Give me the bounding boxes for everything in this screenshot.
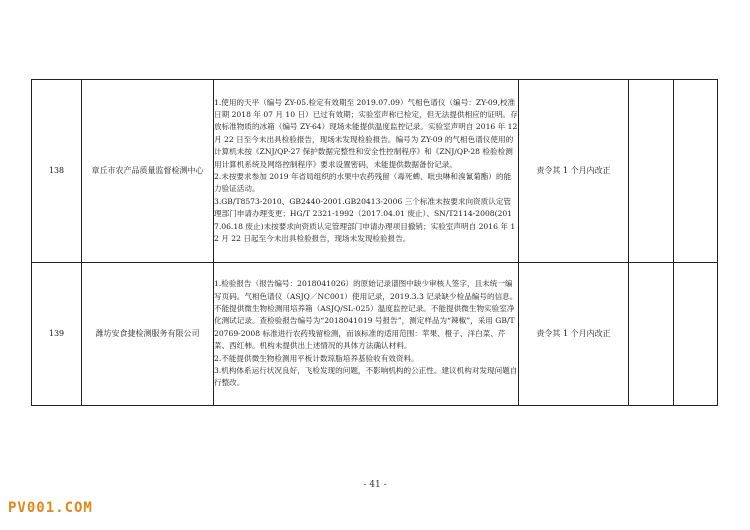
page-number: - 41 -: [363, 480, 387, 490]
issues-cell: [214, 263, 519, 406]
rectification-requirement: 责令其 1 个月内改正: [519, 263, 629, 406]
empty-cell: [629, 80, 674, 263]
issues-cell: [214, 80, 519, 263]
watermark-logo: PV001.COM: [8, 500, 93, 516]
issue-item: 3.GB/T8573-2010、GB2440-2001.GB20413-2006 三个标准未按要求向资质认定管理部门申请办理变更；HG/T 2321-1992（2017.04.01 废止）、SN/T2114-2008(2017.06.18 废止)未按要求向资质认定管理部门申请办理项目撤销；实验室声明自 2016 年 12 月 22 日起至今未出具检验报告，现场未发现检验报告。: [214, 196, 516, 244]
issue-item: 1.检验报告（报告编号：2018041026）的原始记录谱图中缺少审核人签字，且未统一编写页码。气相色谱仪（ASJQ／NC001）使用记录，2019.3.3 记录缺少检品编号的信息。不能提供微生物检测用培养箱（ASJQ/SL-025）温度监控记录。不能提供微生物实验室净化测试记录。查检验报告编号为“2018041019 号报告”，测定样品为“辣椒”，采用 GB/T20769-2008 标准进行农药残留检测，而该标准的适用范围：苹果、橙子、洋白菜、芹菜、西红柿。机构未提供出上述情况的具体方法确认材料。: [214, 279, 518, 351]
empty-cell: [629, 263, 674, 406]
row-number: 138: [32, 80, 82, 263]
inspection-table: [31, 79, 718, 406]
organization-name: 潍坊安食捷检测服务有限公司: [82, 263, 214, 406]
rectification-requirement: 责令其 1 个月内改正: [519, 80, 629, 263]
issue-item: 1.使用的天平（编号 ZY-05.检定有效期至 2019.07.09）气相色谱仪（编号：ZY-09,校准日期 2018 年 07 月 10 日）已过有效期；实验室声称已检定，但无法提供相应的证明。存放标准物质的冰箱（编号 ZY-64）现场未能提供温度监控记录。实验室声明自 2016 年 12 月 22 日至今未出具检验报告，现场未发现检验报告。编号为 ZY-09 的气相色谱仪使用的计算机未按《ZNJ/QP-27 保护数据完整性和安全性控制程序》和《ZNJ/QP-28 检验检测用计算机系统及网络控制程序》要求设置密码，未能提供数据备份记录。: [214, 97, 518, 169]
organization-name: 章丘市农产品质量监督检测中心: [82, 80, 214, 263]
issue-item: 2.未按要求参加 2019 年省局组织的水果中农药残留（毒死蜱、吡虫啉和溴氰菊酯）的能力验证活动。: [214, 172, 512, 194]
issue-item: 2.不能提供微生物检测用平板计数琼脂培养基验收有效资料。: [214, 353, 419, 363]
row-number: 139: [32, 263, 82, 406]
table-row: [32, 263, 718, 406]
empty-cell: [674, 80, 718, 263]
empty-cell: [674, 263, 718, 406]
table-row: [32, 80, 718, 263]
issue-item: 3.机构体系运行状况良好，飞检发现的问题，不影响机构的公正性。建议机构对发现问题自行整改。: [214, 366, 518, 388]
